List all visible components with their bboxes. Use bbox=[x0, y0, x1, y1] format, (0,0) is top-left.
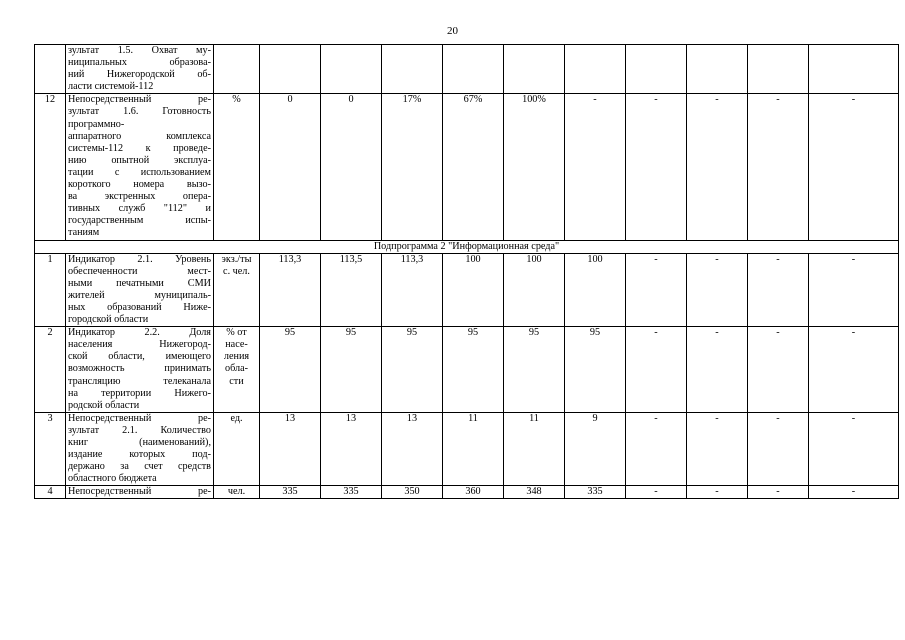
indicator-name-cell bbox=[66, 94, 214, 240]
indicator-name-line: тации с использованием bbox=[68, 166, 211, 178]
indicator-name-cell bbox=[66, 412, 214, 486]
subprogram-title: Подпрограмма 2 "Информационная среда" bbox=[35, 240, 899, 253]
row-number bbox=[35, 45, 66, 94]
value-cell: 335 bbox=[260, 486, 321, 499]
value-cell: 100 bbox=[565, 253, 626, 327]
value-cell: 95 bbox=[260, 327, 321, 413]
row-number: 2 bbox=[35, 327, 66, 413]
unit-cell bbox=[214, 253, 260, 327]
indicator-name-cell bbox=[66, 327, 214, 413]
value-cell: - bbox=[809, 412, 899, 486]
value-cell: 95 bbox=[443, 327, 504, 413]
indicator-name-cell bbox=[66, 253, 214, 327]
value-cell: 335 bbox=[321, 486, 382, 499]
indicator-name-line: системы-112 к проведе- bbox=[68, 142, 211, 154]
unit-line: сти bbox=[229, 375, 244, 387]
value-cell: 113,3 bbox=[260, 253, 321, 327]
value-cell: 0 bbox=[260, 94, 321, 240]
unit-line: экз./ты bbox=[221, 253, 252, 265]
row-number: 12 bbox=[35, 94, 66, 240]
value-cell: 17% bbox=[382, 94, 443, 240]
value-cell: 95 bbox=[565, 327, 626, 413]
indicator-name-line: таниям bbox=[68, 227, 100, 239]
indicator-name-line: короткого номера вызо- bbox=[68, 179, 211, 191]
subprogram-header-row bbox=[35, 240, 899, 253]
indicator-name-line: зультат 1.5. Охват му- bbox=[68, 45, 211, 56]
page-number: 20 bbox=[447, 25, 458, 37]
value-cell: 0 bbox=[321, 94, 382, 240]
value-cell: - bbox=[748, 94, 809, 240]
unit-line: ления bbox=[223, 351, 250, 363]
table-row bbox=[35, 253, 899, 327]
table-row bbox=[35, 412, 899, 486]
indicator-name-line: ными печатными СМИ bbox=[68, 277, 211, 289]
row-number: 4 bbox=[35, 486, 66, 499]
indicator-name-line: ний Нижегородской об- bbox=[68, 69, 211, 81]
value-cell: - bbox=[809, 486, 899, 499]
value-cell bbox=[321, 45, 382, 94]
table-row bbox=[35, 327, 899, 413]
value-cell: 11 bbox=[443, 412, 504, 486]
row-number: 1 bbox=[35, 253, 66, 327]
value-cell bbox=[565, 45, 626, 94]
value-cell: - bbox=[687, 327, 748, 413]
value-cell: 95 bbox=[504, 327, 565, 413]
indicator-name-line: городской области bbox=[68, 314, 149, 326]
indicator-name-line: тивных служб "112" и bbox=[68, 203, 211, 215]
indicator-name-line: Индикатор 2.2. Доля bbox=[68, 327, 211, 339]
unit-line: чел. bbox=[227, 486, 246, 498]
table-row bbox=[35, 45, 899, 94]
table-row bbox=[35, 94, 899, 240]
unit-cell bbox=[214, 327, 260, 413]
indicators-table bbox=[34, 44, 899, 499]
unit-line: с. чел. bbox=[223, 265, 250, 277]
unit-cell bbox=[214, 412, 260, 486]
unit-line: обла- bbox=[224, 363, 249, 375]
value-cell: - bbox=[687, 412, 748, 486]
value-cell: - bbox=[748, 253, 809, 327]
indicator-name-line: родской области bbox=[68, 399, 140, 411]
indicator-name-cell bbox=[66, 486, 214, 499]
unit-line: ед. bbox=[230, 412, 243, 424]
indicator-name-line: Индикатор 2.1. Уровень bbox=[68, 253, 211, 265]
value-cell bbox=[443, 45, 504, 94]
indicator-name-line: обеспеченности мест- bbox=[68, 265, 211, 277]
indicator-name-line: Непосредственный ре- bbox=[68, 94, 211, 106]
indicator-name-line: ниципальных образова- bbox=[68, 57, 211, 69]
value-cell: 13 bbox=[382, 412, 443, 486]
value-cell: 67% bbox=[443, 94, 504, 240]
value-cell bbox=[626, 45, 687, 94]
value-cell: - bbox=[809, 94, 899, 240]
value-cell bbox=[382, 45, 443, 94]
value-cell: 348 bbox=[504, 486, 565, 499]
indicator-name-line: Непосредственный ре- bbox=[68, 486, 211, 498]
value-cell: 100% bbox=[504, 94, 565, 240]
value-cell: - bbox=[748, 412, 809, 486]
value-cell: - bbox=[626, 412, 687, 486]
value-cell: - bbox=[748, 486, 809, 499]
unit-cell bbox=[214, 45, 260, 94]
indicator-name-line: на территории Нижего- bbox=[68, 387, 211, 399]
value-cell bbox=[504, 45, 565, 94]
value-cell: - bbox=[626, 327, 687, 413]
value-cell: - bbox=[626, 253, 687, 327]
value-cell: 113,5 bbox=[321, 253, 382, 327]
value-cell: - bbox=[687, 486, 748, 499]
unit-line: % bbox=[232, 94, 241, 106]
value-cell: 335 bbox=[565, 486, 626, 499]
unit-line: насе- bbox=[225, 339, 248, 351]
unit-cell bbox=[214, 94, 260, 240]
indicator-name-line: зультат 1.6. Готовность bbox=[68, 106, 211, 118]
value-cell: - bbox=[565, 94, 626, 240]
value-cell bbox=[260, 45, 321, 94]
indicator-name-line: жителей муниципаль- bbox=[68, 289, 211, 301]
indicator-name-line: ных образований Ниже- bbox=[68, 301, 211, 313]
indicator-name-line: издание которых под- bbox=[68, 449, 211, 461]
indicator-name-line: держано за счет средств bbox=[68, 461, 211, 473]
indicator-name-line: нию опытной эксплуа- bbox=[68, 154, 211, 166]
unit-line: % от bbox=[226, 327, 247, 339]
value-cell: - bbox=[748, 327, 809, 413]
value-cell: 100 bbox=[504, 253, 565, 327]
value-cell: 13 bbox=[321, 412, 382, 486]
value-cell: - bbox=[809, 253, 899, 327]
value-cell: - bbox=[687, 253, 748, 327]
table-row bbox=[35, 486, 899, 499]
value-cell bbox=[748, 45, 809, 94]
indicator-name-line: программно- bbox=[68, 118, 125, 130]
indicator-name-line: книг (наименований), bbox=[68, 437, 211, 448]
indicator-name-line: ва экстренных опера- bbox=[68, 191, 211, 203]
value-cell: 13 bbox=[260, 412, 321, 486]
value-cell: 95 bbox=[382, 327, 443, 413]
indicator-name-line: населения Нижегород- bbox=[68, 339, 211, 351]
value-cell: 350 bbox=[382, 486, 443, 499]
indicator-name-line: государственным испы- bbox=[68, 215, 211, 227]
value-cell: 9 bbox=[565, 412, 626, 486]
value-cell: - bbox=[626, 94, 687, 240]
indicator-name-line: ской области, имеющего bbox=[68, 351, 211, 363]
indicator-name-line: ласти системой-112 bbox=[68, 81, 154, 93]
indicator-name-line: возможность принимать bbox=[68, 363, 211, 375]
indicator-name-line: областного бюджета bbox=[68, 473, 157, 485]
value-cell: 95 bbox=[321, 327, 382, 413]
row-number: 3 bbox=[35, 412, 66, 486]
value-cell: - bbox=[809, 327, 899, 413]
value-cell bbox=[687, 45, 748, 94]
value-cell: - bbox=[687, 94, 748, 240]
indicator-name-line: аппаратного комплекса bbox=[68, 130, 211, 142]
indicator-name-line: зультат 2.1. Количество bbox=[68, 424, 211, 436]
value-cell: 360 bbox=[443, 486, 504, 499]
value-cell: - bbox=[626, 486, 687, 499]
value-cell bbox=[809, 45, 899, 94]
unit-cell bbox=[214, 486, 260, 499]
indicator-name-line: трансляцию телеканала bbox=[68, 375, 211, 387]
indicator-name-line: Непосредственный ре- bbox=[68, 412, 211, 424]
indicator-name-cell bbox=[66, 45, 214, 94]
value-cell: 100 bbox=[443, 253, 504, 327]
value-cell: 113,3 bbox=[382, 253, 443, 327]
value-cell: 11 bbox=[504, 412, 565, 486]
